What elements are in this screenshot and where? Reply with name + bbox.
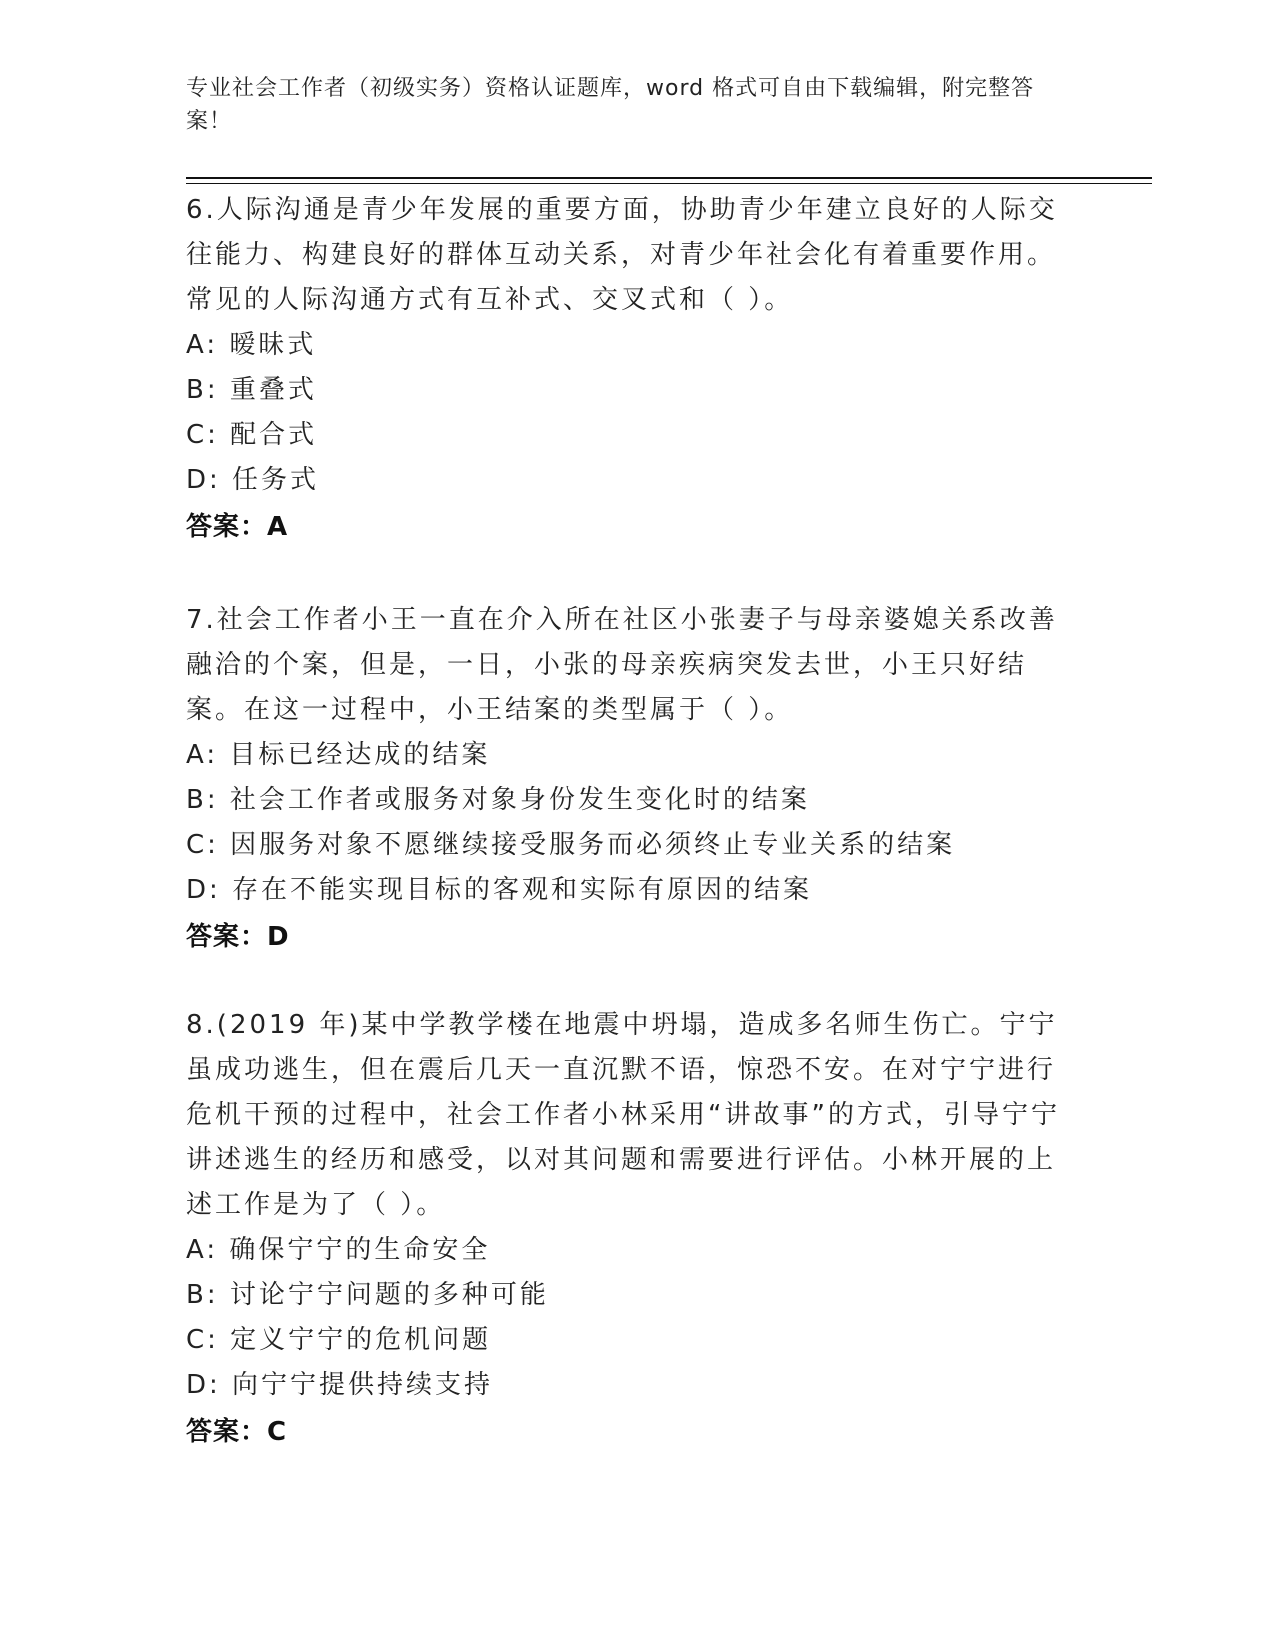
- document-header: 专业社会工作者（初级实务）资格认证题库，word 格式可自由下载编辑，附完整答案！: [186, 76, 1035, 134]
- question-stem: 7.社会工作者小王一直在介入所在社区小张妻子与母亲婆媳关系改善融洽的个案，但是，一日，小张的母亲疾病突发去世，小王只好结案。在这一过程中，小王结案的类型属于（ ）。: [186, 605, 1058, 725]
- option-d: D: 向宁宁提供持续支持: [186, 1370, 494, 1400]
- option-b: B: 重叠式: [186, 375, 317, 405]
- option-b: B: 讨论宁宁问题的多种可能: [186, 1280, 549, 1310]
- option-a: A: 暧昧式: [186, 330, 317, 360]
- question-6: [186, 188, 1066, 551]
- header-divider-thin: [186, 183, 1152, 184]
- option-a: A: 目标已经达成的结案: [186, 740, 491, 770]
- answer-label: 答案：C: [186, 1417, 288, 1447]
- question-8: [186, 1003, 1066, 1456]
- question-7: [186, 598, 1066, 961]
- option-c: C: 因服务对象不愿继续接受服务而必须终止专业关系的结案: [186, 830, 956, 860]
- answer-label: 答案：D: [186, 922, 290, 952]
- option-c: C: 定义宁宁的危机问题: [186, 1325, 492, 1355]
- option-a: A: 确保宁宁的生命安全: [186, 1235, 491, 1265]
- question-stem: 6.人际沟通是青少年发展的重要方面，协助青少年建立良好的人际交往能力、构建良好的群体互动关系，对青少年社会化有着重要作用。常见的人际沟通方式有互补式、交叉式和（ ）。: [186, 195, 1058, 315]
- option-b: B: 社会工作者或服务对象身份发生变化时的结案: [186, 785, 810, 815]
- option-c: C: 配合式: [186, 420, 318, 450]
- answer-label: 答案：A: [186, 512, 289, 542]
- option-d: D: 任务式: [186, 465, 320, 495]
- header-divider-thick: [186, 177, 1152, 179]
- option-d: D: 存在不能实现目标的客观和实际有原因的结案: [186, 875, 813, 905]
- question-stem: 8.(2019 年)某中学教学楼在地震中坍塌，造成多名师生伤亡。宁宁虽成功逃生，但在震后几天一直沉默不语，惊恐不安。在对宁宁进行危机干预的过程中，社会工作者小林采用“讲故事”的方式，引导宁宁讲述逃生的经历和感受，以对其问题和需要进行评估。小林开展的上述工作是为了（ ）。: [186, 1010, 1060, 1220]
